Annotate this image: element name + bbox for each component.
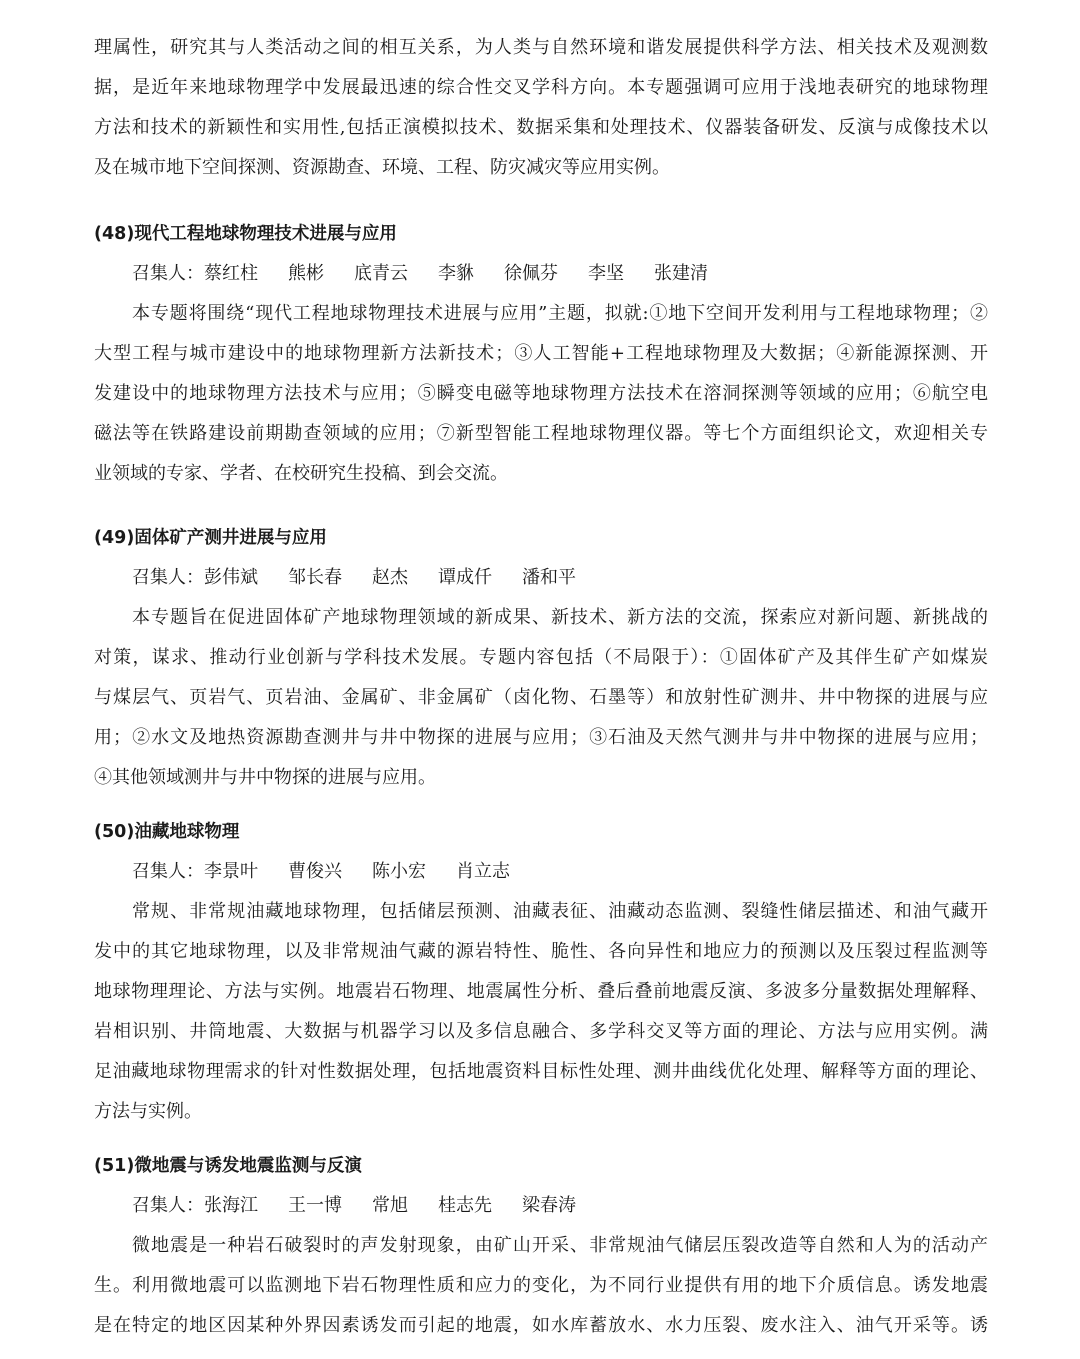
convener-name: 底青云 xyxy=(354,263,408,284)
paragraph-line: 常规、非常规油藏地球物理，包括储层预测、油藏表征、油藏动态监测、裂缝性储层描述、和油气藏开 xyxy=(132,901,988,922)
section-body xyxy=(94,294,988,494)
paragraph-line: 足油藏地球物理需求的针对性数据处理，包括地震资料目标性处理、测井曲线优化处理、解释等方面的理论、 xyxy=(94,1061,988,1082)
paragraph-line: 业领域的专家、学者、在校研究生投稿、到会交流。 xyxy=(94,463,508,484)
paragraph-line: 岩相识别、井筒地震、大数据与机器学习以及多信息融合、多学科交叉等方面的理论、方法与应用实例。满 xyxy=(94,1021,988,1042)
convener-name: 蔡红柱 xyxy=(204,263,258,284)
paragraph-line: 发中的其它地球物理，以及非常规油气藏的源岩特性、脆性、各向异性和地应力的预测以及压裂过程监测等 xyxy=(94,941,988,962)
paragraph-line: 地球物理理论、方法与实例。地震岩石物理、地震属性分析、叠后叠前地震反演、多波多分量数据处理解释、 xyxy=(94,981,988,1002)
convener-name: 熊彬 xyxy=(288,263,324,284)
section-body xyxy=(94,1226,988,1346)
paragraph-line: 生。利用微地震可以监测地下岩石物理性质和应力的变化，为不同行业提供有用的地下介质信息。诱发地震 xyxy=(94,1275,988,1296)
section-title: (50)油藏地球物理 xyxy=(94,822,240,842)
intro-paragraph xyxy=(94,28,988,188)
convener-name: 赵杰 xyxy=(372,567,408,588)
convener-label: 召集人： xyxy=(132,567,204,588)
section-title: (51)微地震与诱发地震监测与反演 xyxy=(94,1156,362,1176)
section-body xyxy=(94,598,988,798)
paragraph-line: 方法和技术的新颖性和实用性,包括正演模拟技术、数据采集和处理技术、仪器装备研发、反演与成像技术以 xyxy=(94,117,988,138)
convener-name: 曹俊兴 xyxy=(288,861,342,882)
convener-name: 谭成仟 xyxy=(438,567,492,588)
conveners-line xyxy=(94,558,988,598)
convener-name: 常旭 xyxy=(372,1195,408,1216)
convener-name: 潘和平 xyxy=(522,567,576,588)
section-49 xyxy=(94,518,988,798)
section-50 xyxy=(94,812,988,1132)
convener-name: 李貅 xyxy=(438,263,474,284)
convener-name: 徐佩芬 xyxy=(504,263,558,284)
paragraph-line: 本专题将围绕“现代工程地球物理技术进展与应用”主题，拟就:①地下空间开发利用与工程地球物理；② xyxy=(132,303,988,324)
convener-name: 陈小宏 xyxy=(372,861,426,882)
convener-name: 肖立志 xyxy=(456,861,510,882)
convener-name: 张建清 xyxy=(654,263,708,284)
convener-name: 邹长春 xyxy=(288,567,342,588)
convener-name: 王一博 xyxy=(288,1195,342,1216)
section-48 xyxy=(94,214,988,494)
paragraph-line: 微地震是一种岩石破裂时的声发射现象，由矿山开采、非常规油气储层压裂改造等自然和人为的活动产 xyxy=(132,1235,988,1256)
paragraph-line: 磁法等在铁路建设前期勘查领域的应用；⑦新型智能工程地球物理仪器。等七个方面组织论文，欢迎相关专 xyxy=(94,423,988,444)
paragraph-line: 方法与实例。 xyxy=(94,1101,202,1122)
paragraph-line: 及在城市地下空间探测、资源勘查、环境、工程、防灾减灾等应用实例。 xyxy=(94,157,670,178)
convener-label: 召集人： xyxy=(132,1195,204,1216)
convener-name: 彭伟斌 xyxy=(204,567,258,588)
convener-name: 张海江 xyxy=(204,1195,258,1216)
paragraph-line: 对策，谋求、推动行业创新与学科技术发展。专题内容包括（不局限于）：①固体矿产及其伴生矿产如煤炭 xyxy=(94,647,988,668)
convener-name: 李景叶 xyxy=(204,861,258,882)
conveners-line xyxy=(94,1186,988,1226)
paragraph-line: 是在特定的地区因某种外界因素诱发而引起的地震，如水库蓄放水、水力压裂、废水注入、油气开采等。诱 xyxy=(94,1315,988,1336)
paragraph-line: ④其他领域测井与井中物探的进展与应用。 xyxy=(94,767,436,788)
paragraph-line: 与煤层气、页岩气、页岩油、金属矿、非金属矿（卤化物、石墨等）和放射性矿测井、井中物探的进展与应 xyxy=(94,687,988,708)
convener-name: 桂志先 xyxy=(438,1195,492,1216)
convener-name: 梁春涛 xyxy=(522,1195,576,1216)
conveners-line xyxy=(94,254,988,294)
paragraph-line: 本专题旨在促进固体矿产地球物理领域的新成果、新技术、新方法的交流，探索应对新问题、新挑战的 xyxy=(132,607,988,628)
paragraph-line: 发建设中的地球物理方法技术与应用；⑤瞬变电磁等地球物理方法技术在溶洞探测等领域的应用；⑥航空电 xyxy=(94,383,988,404)
paragraph-line: 用；②水文及地热资源勘查测井与井中物探的进展与应用；③石油及天然气测井与井中物探的进展与应用； xyxy=(94,727,988,748)
section-title: (49)固体矿产测井进展与应用 xyxy=(94,528,327,548)
section-title: (48)现代工程地球物理技术进展与应用 xyxy=(94,224,397,244)
paragraph-line: 据，是近年来地球物理学中发展最迅速的综合性交叉学科方向。本专题强调可应用于浅地表研究的地球物理 xyxy=(94,77,988,98)
conveners-line xyxy=(94,852,988,892)
convener-name: 李坚 xyxy=(588,263,624,284)
section-body xyxy=(94,892,988,1132)
paragraph-line: 理属性，研究其与人类活动之间的相互关系，为人类与自然环境和谐发展提供科学方法、相关技术及观测数 xyxy=(94,37,988,58)
paragraph-line: 大型工程与城市建设中的地球物理新方法新技术；③人工智能+工程地球物理及大数据；④新能源探测、开 xyxy=(94,343,988,364)
convener-label: 召集人： xyxy=(132,861,204,882)
section-51 xyxy=(94,1146,988,1346)
convener-label: 召集人： xyxy=(132,263,204,284)
